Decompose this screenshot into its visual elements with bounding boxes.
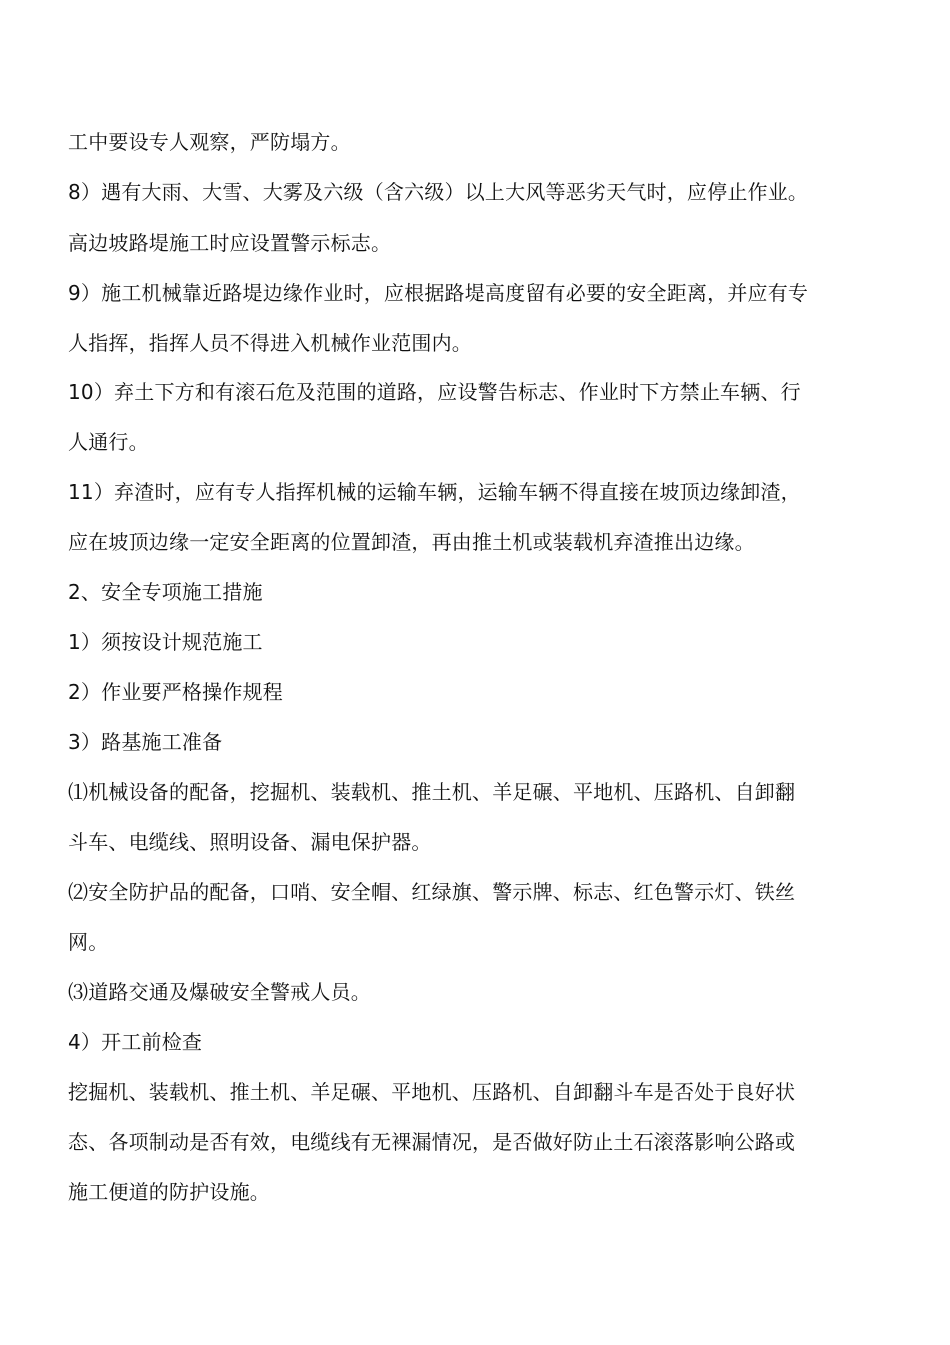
text-line: 9）施工机械靠近路堤边缘作业时，应根据路堤高度留有必要的安全距离，并应有专 [68, 281, 809, 305]
text-line: 11）弃渣时，应有专人指挥机械的运输车辆，运输车辆不得直接在坡顶边缘卸渣， [68, 480, 801, 504]
text-line: ⑴机械设备的配备，挖掘机、装载机、推土机、羊足碾、平地机、压路机、自卸翻 [68, 780, 796, 804]
text-line: 3）路基施工准备 [68, 730, 223, 754]
text-line: 1）须按设计规范施工 [68, 630, 263, 654]
text-line: 人指挥，指挥人员不得进入机械作业范围内。 [68, 331, 472, 355]
text-line: 8）遇有大雨、大雪、大雾及六级（含六级）以上大风等恶劣天气时，应停止作业。 [68, 180, 809, 204]
text-line: 10）弃土下方和有滚石危及范围的道路，应设警告标志、作业时下方禁止车辆、行 [68, 380, 801, 404]
text-line: 高边坡路堤施工时应设置警示标志。 [68, 231, 392, 255]
text-line: 2）作业要严格操作规程 [68, 680, 283, 704]
text-line: 人通行。 [68, 430, 149, 454]
text-line: 施工便道的防护设施。 [68, 1180, 270, 1204]
text-line: 斗车、电缆线、照明设备、漏电保护器。 [68, 830, 432, 854]
text-line: 网。 [68, 930, 109, 954]
text-line: 4）开工前检查 [68, 1030, 203, 1054]
text-line: 工中要设专人观察，严防塌方。 [68, 130, 351, 154]
text-line: ⑶道路交通及爆破安全警戒人员。 [68, 980, 371, 1004]
text-line: ⑵安全防护品的配备，口哨、安全帽、红绿旗、警示牌、标志、红色警示灯、铁丝 [68, 880, 796, 904]
section-heading: 2、安全专项施工措施 [68, 580, 263, 604]
text-line: 应在坡顶边缘一定安全距离的位置卸渣，再由推土机或装载机弃渣推出边缘。 [68, 530, 755, 554]
text-line: 挖掘机、装载机、推土机、羊足碾、平地机、压路机、自卸翻斗车是否处于良好状 [68, 1080, 796, 1104]
text-line: 态、各项制动是否有效，电缆线有无裸漏情况，是否做好防止土石滚落影响公路或 [68, 1130, 796, 1154]
